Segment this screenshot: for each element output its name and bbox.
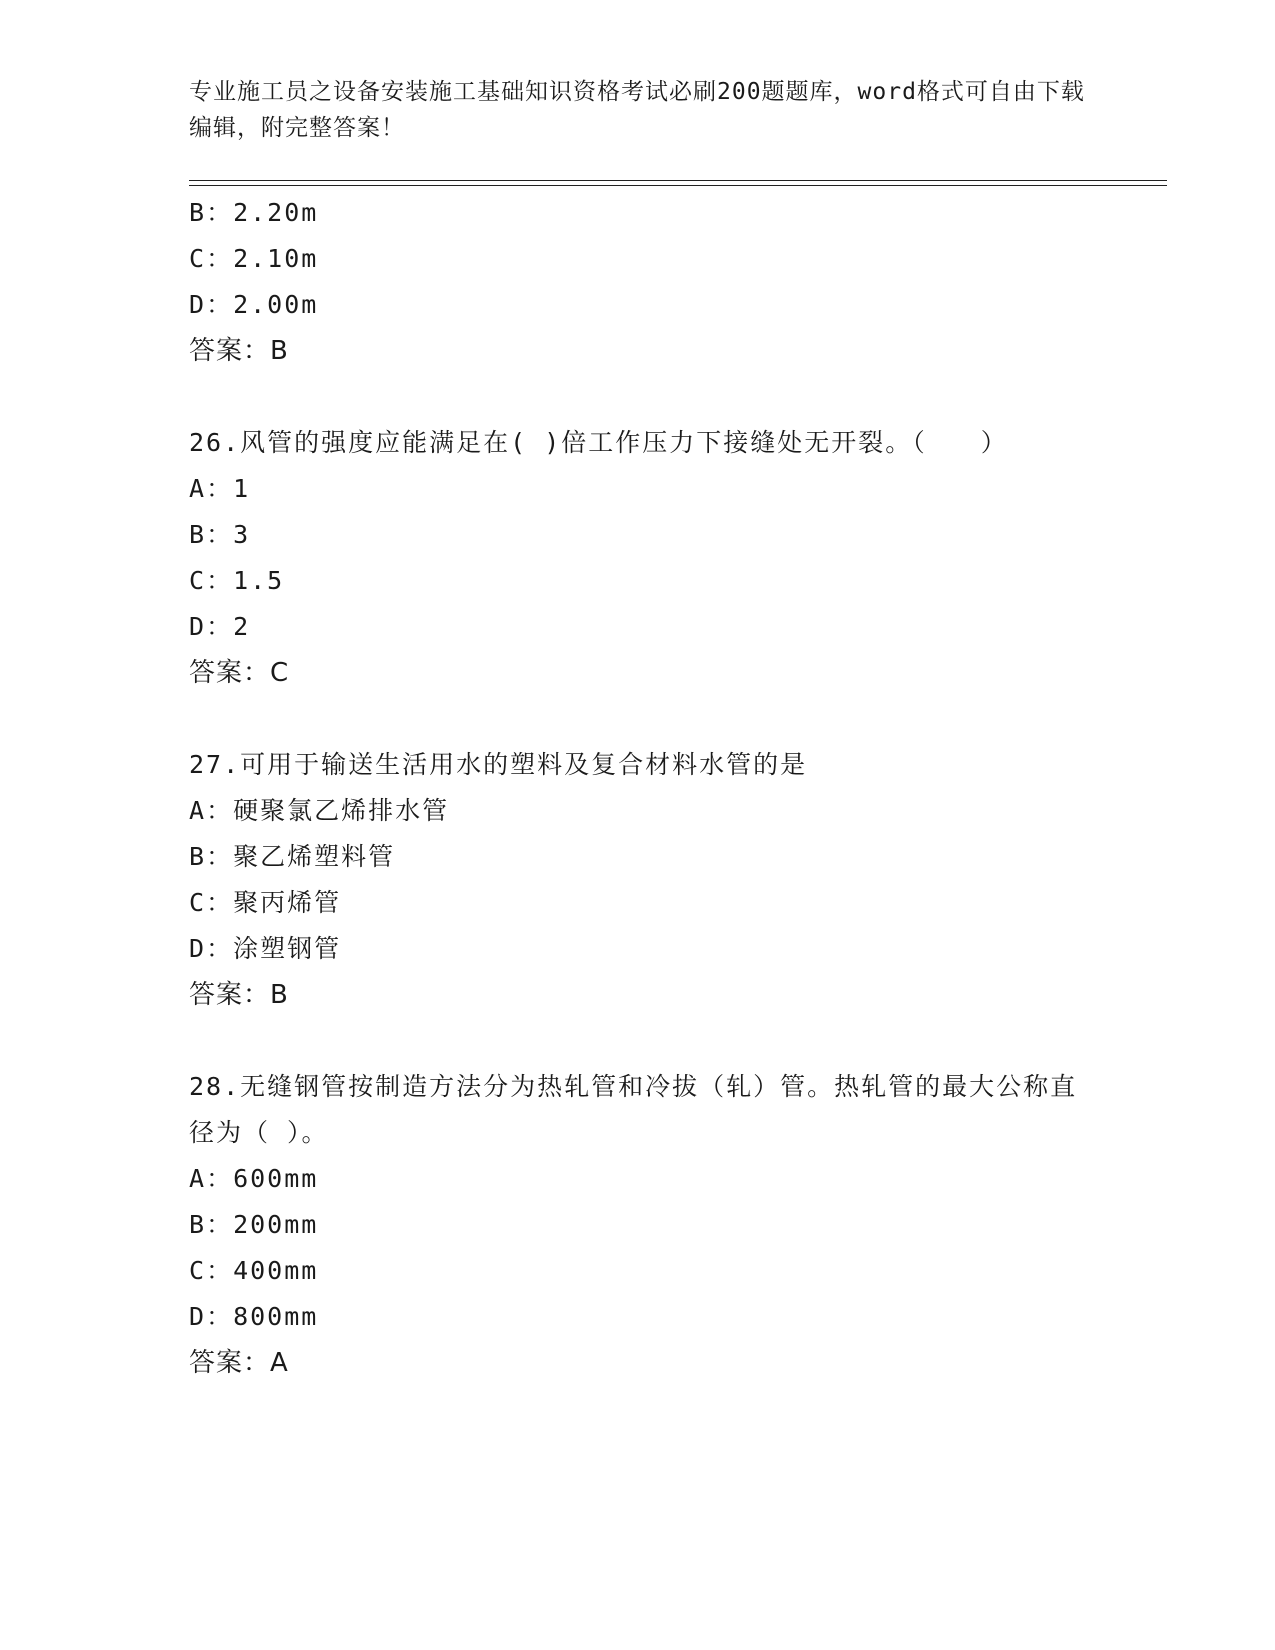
option-d: D：2.00m xyxy=(189,290,319,319)
answer-line: 答案：B xyxy=(189,980,289,1010)
spacer xyxy=(189,696,1089,742)
option-b: B：聚乙烯塑料管 xyxy=(189,842,396,871)
page-header-title: 专业施工员之设备安装施工基础知识资格考试必刷200题题库，word格式可自由下载编辑，附完整答案！ xyxy=(189,79,1085,141)
option-c: C：2.10m xyxy=(189,244,319,273)
answer-line: 答案：A xyxy=(189,1348,289,1378)
answer-line: 答案：C xyxy=(189,658,290,688)
option-b: B：200mm xyxy=(189,1210,319,1239)
option-b: B：3 xyxy=(189,520,251,549)
option-c: C：聚丙烯管 xyxy=(189,888,342,917)
question-stem: 27.可用于输送生活用水的塑料及复合材料水管的是 xyxy=(189,750,808,779)
question-stem: 26.风管的强度应能满足在( )倍工作压力下接缝处无开裂。（ ） xyxy=(189,428,1008,457)
option-d: D：涂塑钢管 xyxy=(189,934,342,963)
option-b: B：2.20m xyxy=(189,198,319,227)
option-c: C：400mm xyxy=(189,1256,319,1285)
spacer xyxy=(189,1018,1089,1064)
option-c: C：1.5 xyxy=(189,566,285,595)
header-rule-bottom xyxy=(189,185,1167,186)
option-a: A：600mm xyxy=(189,1164,319,1193)
option-d: D：2 xyxy=(189,612,251,641)
question-25-continuation xyxy=(189,190,1089,374)
option-d: D：800mm xyxy=(189,1302,319,1331)
question-list xyxy=(189,190,1089,1386)
question-27 xyxy=(189,742,1089,1018)
option-a: A：硬聚氯乙烯排水管 xyxy=(189,796,450,825)
option-a: A：1 xyxy=(189,474,251,503)
question-stem: 28.无缝钢管按制造方法分为热轧管和冷拔（轧）管。热轧管的最大公称直径为（ ）。 xyxy=(189,1072,1078,1147)
answer-line: 答案：B xyxy=(189,336,289,366)
question-26 xyxy=(189,420,1089,696)
header-rule-top xyxy=(189,180,1167,181)
question-28 xyxy=(189,1064,1089,1386)
spacer xyxy=(189,374,1089,420)
